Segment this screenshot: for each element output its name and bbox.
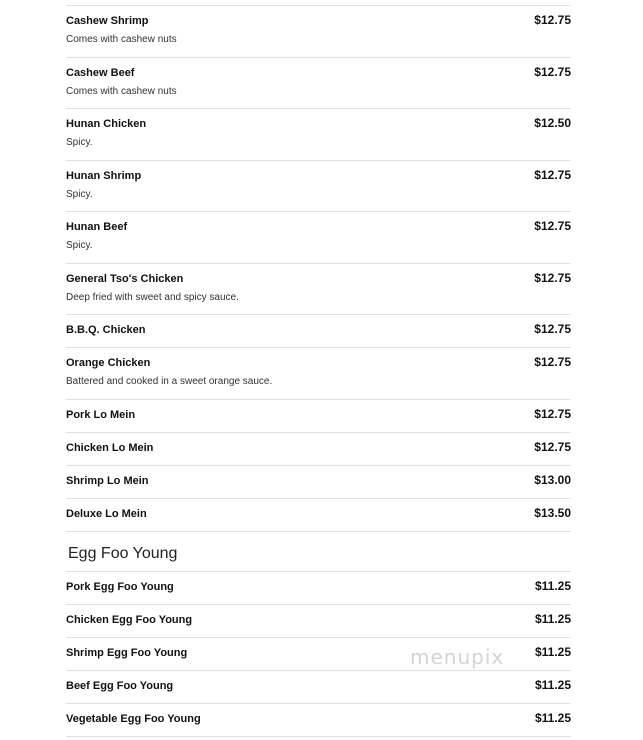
menu-item[interactable] xyxy=(66,671,571,704)
menu-item-price: $12.75 xyxy=(534,322,571,336)
menu-item-name: Hunan Chicken xyxy=(66,118,147,130)
menu-body xyxy=(66,6,571,737)
menu-item-name: Shrimp Egg Foo Young xyxy=(66,646,188,659)
menu-item[interactable] xyxy=(66,315,571,348)
menu-item-name: Shrimp Lo Mein xyxy=(66,474,149,487)
menu-item-name: B.B.Q. Chicken xyxy=(66,324,146,336)
menu-item-name: General Tso's Chicken xyxy=(66,272,184,285)
menu-item-name: Deluxe Lo Mein xyxy=(66,507,147,520)
menu-item-description: Comes with cashew nuts xyxy=(66,85,177,97)
menu-item-price: $13.50 xyxy=(534,505,571,520)
menu-item-price: $12.75 xyxy=(534,406,571,421)
section-heading xyxy=(66,532,571,572)
watermark-logo: menupix xyxy=(410,645,505,669)
menu-item[interactable] xyxy=(66,605,571,638)
menu-item-price: $12.50 xyxy=(534,116,571,130)
menu-item-price: $13.00 xyxy=(534,472,571,487)
menu-item-price: $11.25 xyxy=(534,611,571,626)
menu-item-name: Orange Chicken xyxy=(66,357,151,369)
menu-item-price: $11.25 xyxy=(534,578,571,593)
menu-item-name: Cashew Beef xyxy=(66,66,135,79)
section-title: Egg Foo Young xyxy=(68,544,178,562)
menu-item-price: $12.75 xyxy=(534,167,571,182)
menu-item-description: Spicy. xyxy=(66,188,93,200)
menu-item-name: Cashew Shrimp xyxy=(66,15,149,27)
menu-item-name: Beef Egg Foo Young xyxy=(66,679,174,692)
menu-item-name: Chicken Lo Mein xyxy=(66,441,154,454)
menu-item[interactable] xyxy=(66,499,571,532)
menu-item-name: Pork Egg Foo Young xyxy=(66,580,174,593)
menu-item-name: Vegetable Egg Foo Young xyxy=(66,712,201,725)
menu-item[interactable] xyxy=(66,212,571,264)
menu-item-description: Comes with cashew nuts xyxy=(66,34,177,45)
menu-item[interactable] xyxy=(66,433,571,466)
menu-item-description: Battered and cooked in a sweet orange sauce. xyxy=(66,376,273,387)
menu-item-price: $11.25 xyxy=(534,644,571,659)
menu-item-price: $12.75 xyxy=(534,355,571,369)
menu-item-price: $11.25 xyxy=(534,677,571,692)
menu-item[interactable] xyxy=(66,572,571,605)
menu-item[interactable] xyxy=(66,704,571,737)
menu-item[interactable] xyxy=(66,264,571,316)
menu-item-description: Deep fried with sweet and spicy sauce. xyxy=(66,291,239,303)
menu-item-price: $12.75 xyxy=(534,64,571,79)
menu-item-description: Spicy. xyxy=(66,137,93,148)
menu-item[interactable] xyxy=(66,6,571,58)
menu-item-name: Pork Lo Mein xyxy=(66,408,136,421)
menu-item-price: $12.75 xyxy=(534,439,571,454)
menu-item-name: Hunan Beef xyxy=(66,221,128,233)
menu-item[interactable] xyxy=(66,58,571,110)
menu-item-price: $12.75 xyxy=(534,219,571,233)
menu-item[interactable] xyxy=(66,466,571,499)
menu-item-name: Chicken Egg Foo Young xyxy=(66,613,193,626)
menu-item-price: $12.75 xyxy=(534,13,571,27)
menu-item[interactable] xyxy=(66,400,571,433)
menu-item-price: $12.75 xyxy=(534,270,571,285)
menu-list xyxy=(66,0,571,737)
menu-item-description: Spicy. xyxy=(66,240,93,251)
menu-item-price: $11.25 xyxy=(534,710,571,725)
menu-item[interactable] xyxy=(66,109,571,161)
menu-item-name: Hunan Shrimp xyxy=(66,169,142,182)
menu-item[interactable] xyxy=(66,348,571,400)
menu-item[interactable] xyxy=(66,161,571,213)
